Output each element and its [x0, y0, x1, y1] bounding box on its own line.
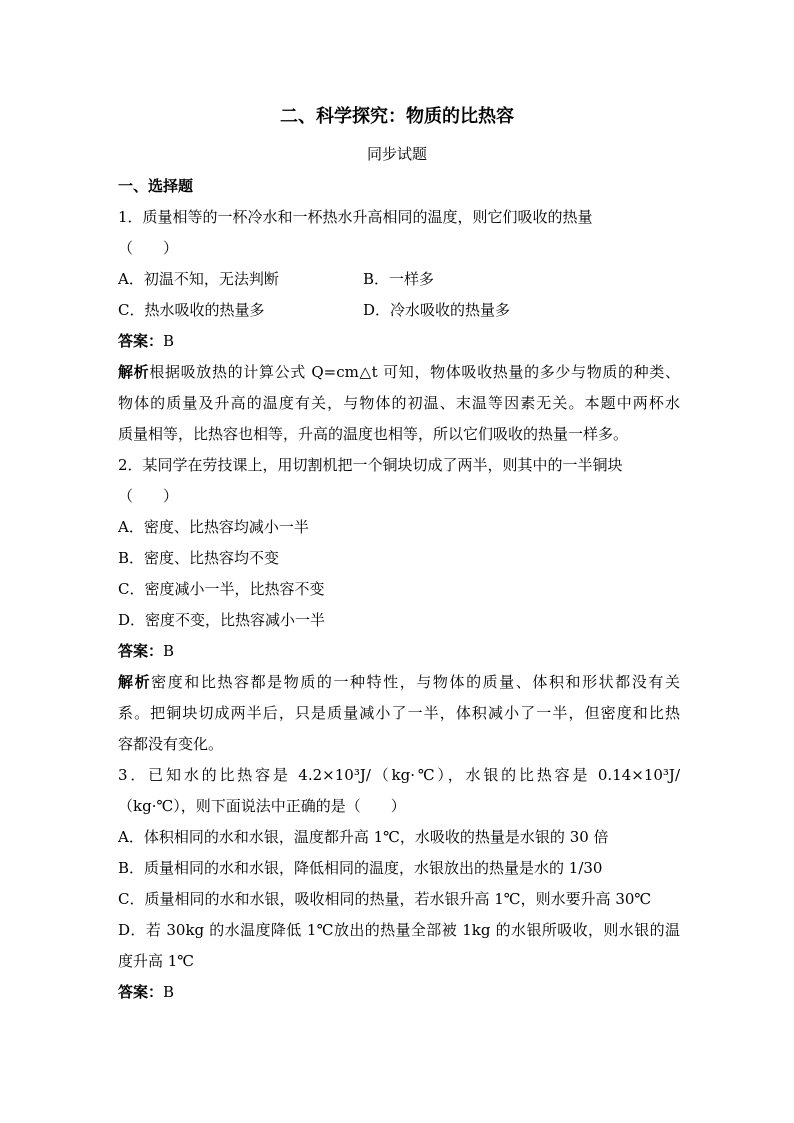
- question-1-option-c: C．热水吸收的热量多: [118, 301, 265, 319]
- answer-label: 答案：: [118, 642, 164, 660]
- question-3-option-d-line-2: 度升高 1℃: [118, 952, 195, 970]
- question-2-option-a: A．密度、比热容均减小一半: [118, 518, 309, 536]
- question-3-option-d-line-1: D．若 30kg 的水温度降低 1℃放出的热量全部被 1kg 的水银所吸收，则水银的温: [118, 921, 680, 939]
- section-heading: 一、选择题: [118, 177, 194, 195]
- answer-label: 答案：: [118, 983, 164, 1001]
- answer-value: B: [163, 983, 175, 1001]
- analysis-label: 解析: [118, 673, 152, 691]
- question-2-analysis-line-2: 系。把铜块切成两半后，只是质量减小了一半，体积减小了一半，但密度和比热: [118, 704, 680, 722]
- question-1-analysis-line-1: [118, 357, 680, 388]
- analysis-text: 根据吸放热的计算公式 Q=cm△t 可知，物体吸收热量的多少与物质的种类、: [149, 363, 680, 381]
- answer-label: 答案：: [118, 332, 164, 350]
- question-1-answer: [118, 326, 680, 357]
- question-1-analysis-line-2: 物体的质量及升高的温度有关，与物体的初温、末温等因素无关。本题中两杯水: [118, 394, 680, 412]
- question-3-option-a: A．体积相同的水和水银，温度都升高 1℃，水吸收的热量是水银的 30 倍: [118, 828, 609, 846]
- question-3-stem-line-1: 3．已知水的比热容是 4.2×10³J/（kg·℃），水银的比热容是 0.14×10³J/: [118, 766, 680, 784]
- question-1-option-a: A．初温不知，无法判断: [118, 270, 279, 288]
- question-2: [118, 450, 680, 760]
- answer-value: B: [163, 332, 175, 350]
- question-1: [118, 202, 680, 450]
- question-1-stem-line-1: 1．质量相等的一杯冷水和一杯热水升高相同的温度，则它们吸收的热量: [118, 208, 593, 226]
- question-1-stem-line-2: （ ）: [118, 239, 179, 257]
- question-1-options-row-1: [118, 264, 680, 295]
- document-body: [118, 171, 680, 1008]
- question-2-analysis-line-3: 容都没有变化。: [118, 735, 224, 753]
- answer-value: B: [163, 642, 175, 660]
- document-subtitle: 同步试题: [366, 145, 427, 163]
- question-2-option-c: C．密度减小一半，比热容不变: [118, 580, 325, 598]
- question-2-answer: [118, 636, 680, 667]
- analysis-label: 解析: [118, 363, 150, 381]
- question-2-option-b: B．密度、比热容均不变: [118, 549, 280, 567]
- question-2-stem-line-1: 2．某同学在劳技课上，用切割机把一个铜块切成了两半，则其中的一半铜块: [118, 456, 623, 474]
- document-title: 二、科学探究：物质的比热容: [280, 106, 514, 127]
- question-3-stem-line-2: （kg·℃），则下面说法中正确的是（ ）: [118, 797, 406, 815]
- question-3: [118, 760, 680, 1008]
- question-2-analysis-line-1: [118, 667, 680, 698]
- question-1-options-row-2: [118, 295, 680, 326]
- question-2-stem-line-2: （ ）: [118, 487, 179, 505]
- question-3-option-b: B．质量相同的水和水银，降低相同的温度，水银放出的热量是水的 1/30: [118, 859, 603, 877]
- question-3-answer: [118, 977, 680, 1008]
- question-2-option-d: D．密度不变，比热容减小一半: [118, 611, 326, 629]
- question-1-analysis-line-3: 质量相等，比热容也相等，升高的温度也相等，所以它们吸收的热量一样多。: [118, 425, 629, 443]
- question-1-option-d: D．冷水吸收的热量多: [363, 301, 511, 319]
- question-1-option-b: B．一样多: [363, 270, 435, 288]
- question-3-option-c: C．质量相同的水和水银，吸收相同的热量，若水银升高 1℃，则水要升高 30℃: [118, 890, 652, 908]
- analysis-text: 密度和比热容都是物质的一种特性，与物体的质量、体积和形状都没有关: [151, 673, 680, 691]
